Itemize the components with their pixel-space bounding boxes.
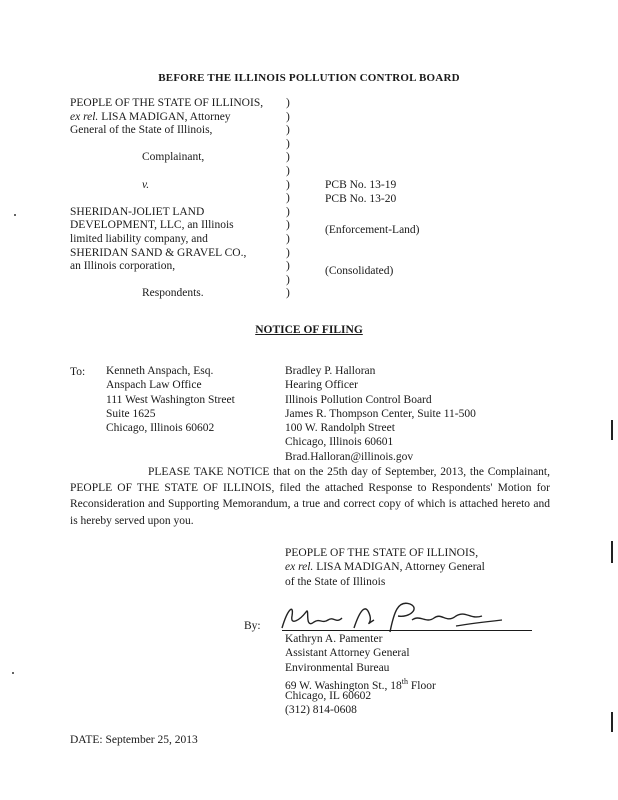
caption-paren: ) — [286, 287, 290, 300]
recipient-right-address — [285, 364, 476, 464]
case-number-block — [325, 179, 396, 206]
case-number-2: PCB No. 13-20 — [325, 192, 397, 205]
address-prefix: 69 W. Washington St., 18 — [285, 679, 402, 692]
caption-line — [70, 165, 290, 179]
signer-name: Kathryn A. Pamenter — [285, 633, 383, 645]
signer-phone: (312) 814-0608 — [285, 704, 357, 717]
signature-party-block — [285, 546, 485, 589]
caption-paren: ) — [286, 246, 290, 259]
scan-mark-3 — [611, 712, 613, 732]
recipient-left-line: Chicago, Illinois 60602 — [106, 422, 215, 435]
signer-title: Assistant Attorney General — [285, 647, 410, 660]
caption-paren: ) — [286, 151, 290, 164]
caption-line: ex rel. LISA MADIGAN, Attorney — [70, 110, 231, 123]
notice-title: NOTICE OF FILING — [255, 324, 363, 336]
caption-line: General of the State of Illinois, — [70, 124, 213, 137]
caption-line — [70, 274, 290, 288]
caption-paren: ) — [286, 219, 290, 232]
caption-paren: ) — [286, 205, 290, 218]
recipient-right-line: 100 W. Randolph Street — [285, 422, 395, 435]
signature-line — [282, 630, 532, 631]
caption-paren: ) — [286, 110, 290, 123]
caption-line: SHERIDAN SAND & GRAVEL CO., — [70, 246, 247, 259]
party-line-1: PEOPLE OF THE STATE OF ILLINOIS, — [285, 547, 479, 559]
caption-paren: ) — [286, 232, 290, 245]
recipient-left-line: Suite 1625 — [106, 407, 156, 420]
recipient-right-line: James R. Thompson Center, Suite 11-500 — [285, 407, 476, 420]
recipient-right-line: Chicago, Illinois 60601 — [285, 436, 394, 449]
party-line-3: of the State of Illinois — [285, 575, 386, 588]
caption-line: SHERIDAN-JOLIET LAND — [70, 205, 205, 218]
caption-line: limited liability company, and — [70, 232, 208, 245]
address-suffix: Floor — [408, 679, 436, 692]
signer-address — [285, 675, 436, 692]
caption-line — [70, 138, 290, 152]
recipient-left-line: 111 West Washington Street — [106, 393, 235, 406]
caption-line: Complainant, — [142, 151, 205, 164]
scan-mark-1 — [611, 420, 613, 440]
recipient-right-line: Bradley P. Halloran — [285, 365, 376, 377]
date-line: DATE: September 25, 2013 — [70, 734, 198, 746]
signer-bureau: Environmental Bureau — [285, 661, 390, 674]
caption-line — [70, 192, 290, 206]
caption-paren: ) — [286, 273, 290, 286]
caption-paren: ) — [286, 178, 290, 191]
caption-line: an Illinois corporation, — [70, 260, 176, 273]
recipient-left-line: Kenneth Anspach, Esq. — [106, 365, 214, 377]
board-heading: BEFORE THE ILLINOIS POLLUTION CONTROL BOARD — [158, 72, 460, 84]
caption-paren: ) — [286, 260, 290, 273]
party-line-2 — [285, 560, 485, 574]
caption-line: DEVELOPMENT, LLC, an Illinois — [70, 219, 234, 232]
to-label: To: — [70, 366, 86, 378]
case-type-block — [325, 224, 420, 238]
party-line-2-rest: LISA MADIGAN, Attorney General — [313, 561, 485, 574]
caption-paren: ) — [286, 164, 290, 177]
case-type: (Enforcement-Land) — [325, 224, 420, 236]
scan-dot — [12, 672, 14, 674]
recipient-right-line: Brad.Halloran@illinois.gov — [285, 450, 414, 463]
address-sup: th — [401, 676, 408, 686]
caption-line: v. — [142, 178, 150, 191]
ex-rel-italic: ex rel. — [285, 561, 314, 574]
recipient-left-address — [106, 364, 235, 435]
caption-line: Respondents. — [142, 287, 204, 300]
signer-city: Chicago, IL 60602 — [285, 690, 372, 703]
case-number-1: PCB No. 13-19 — [325, 179, 397, 191]
caption-line: PEOPLE OF THE STATE OF ILLINOIS, — [70, 97, 264, 109]
by-label: By: — [244, 620, 261, 632]
recipient-right-line: Illinois Pollution Control Board — [285, 393, 432, 406]
consolidated-label: (Consolidated) — [325, 265, 394, 277]
recipient-right-line: Hearing Officer — [285, 379, 358, 392]
scan-mark-2 — [611, 541, 613, 563]
signer-details — [285, 632, 436, 718]
caption-parentheses — [286, 97, 290, 301]
caption-paren: ) — [286, 137, 290, 150]
notice-body: PLEASE TAKE NOTICE that on the 25th day of September, 2013, the Complainant, PEOPLE OF THE STATE OF ILLINOIS, filed the attached Response to Respondents' Motion for Reconsideration and Supporting Memorandum, a true and correct copy of which is attached hereto and is hereby served upon you. — [70, 466, 550, 527]
caption-paren: ) — [286, 124, 290, 137]
caption-paren: ) — [286, 192, 290, 205]
caption-paren: ) — [286, 97, 290, 109]
caption-parties — [70, 97, 290, 301]
scan-dot — [14, 214, 16, 216]
recipient-left-line: Anspach Law Office — [106, 379, 202, 392]
consolidated-block — [325, 265, 393, 279]
